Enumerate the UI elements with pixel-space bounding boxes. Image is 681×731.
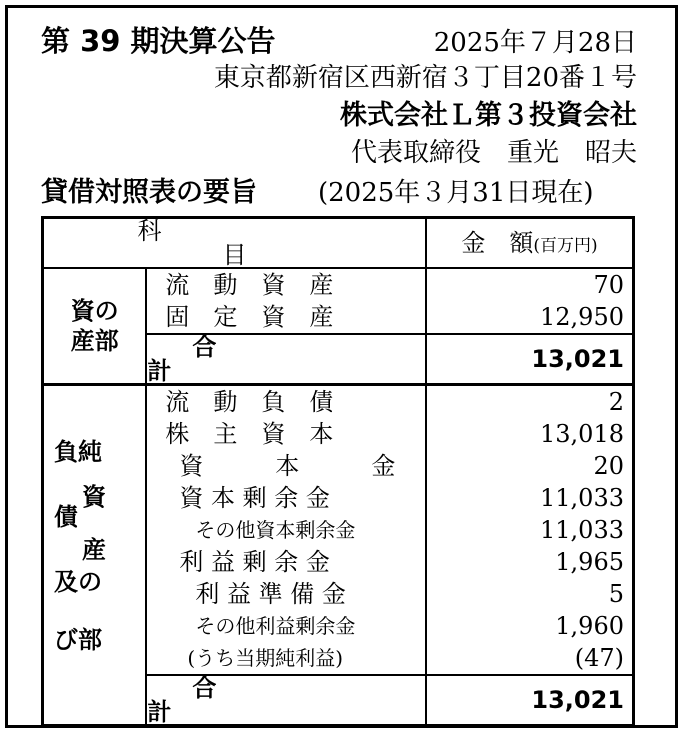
liability-value: 5 <box>608 580 624 608</box>
liability-label: その他利益剰余金 <box>146 610 426 642</box>
liability-label: 流 動 負 債 <box>146 385 426 419</box>
assets-total-value: 13,021 <box>426 334 634 385</box>
balance-sheet-date: (2025年３月31日現在) <box>318 178 594 208</box>
liability-label: その他資本剰余金 <box>146 514 426 546</box>
liability-label: 資 本 剰 余 金 <box>146 482 426 514</box>
header-item: 科目 <box>43 218 426 269</box>
assets-total-label: 合計 <box>146 334 426 385</box>
liability-value: 2 <box>608 388 624 416</box>
liability-value: 20 <box>593 452 624 480</box>
liability-label: 利 益 準 備 金 <box>146 578 426 610</box>
liability-label: (うち当期純利益) <box>146 642 426 675</box>
asset-value: 12,950 <box>540 303 624 331</box>
liability-value: 11,033 <box>540 516 624 544</box>
liability-value: (47) <box>574 644 624 672</box>
representative: 代表取締役 重光 昭夫 <box>350 138 637 168</box>
table-header-row <box>43 218 634 269</box>
liability-value: 13,018 <box>540 420 624 448</box>
balance-sheet-title: 貸借対照表の要旨 <box>41 177 257 208</box>
liability-value: 1,960 <box>555 612 624 640</box>
liability-label: 株 主 資 本 <box>146 418 426 450</box>
header-amount: 金 額(百万円) <box>426 218 634 269</box>
liability-value: 11,033 <box>540 484 624 512</box>
company-address: 東京都新宿区西新宿３丁目20番１号 <box>213 63 637 93</box>
notice-date: 2025年７月28日 <box>433 28 637 58</box>
asset-label: 流 動 資 産 <box>146 268 426 301</box>
table-row <box>43 268 634 301</box>
liabilities-total-value: 13,021 <box>426 675 634 726</box>
liability-label: 利 益 剰 余 金 <box>146 546 426 578</box>
liabilities-total-label: 合計 <box>146 675 426 726</box>
asset-value: 70 <box>593 271 624 299</box>
liabilities-section-label: 負純 資 債 産 及の び部 <box>43 385 147 726</box>
notice-title: 第 39 期決算公告 <box>41 24 276 58</box>
assets-section-label: 資の 産部 <box>43 268 147 385</box>
company-name: 株式会社Ｌ第３投資会社 <box>340 100 637 131</box>
liability-label: 資 本 金 <box>146 450 426 482</box>
balance-sheet-table <box>41 216 635 727</box>
table-row <box>43 385 634 419</box>
asset-label: 固 定 資 産 <box>146 301 426 334</box>
liability-value: 1,965 <box>555 548 624 576</box>
